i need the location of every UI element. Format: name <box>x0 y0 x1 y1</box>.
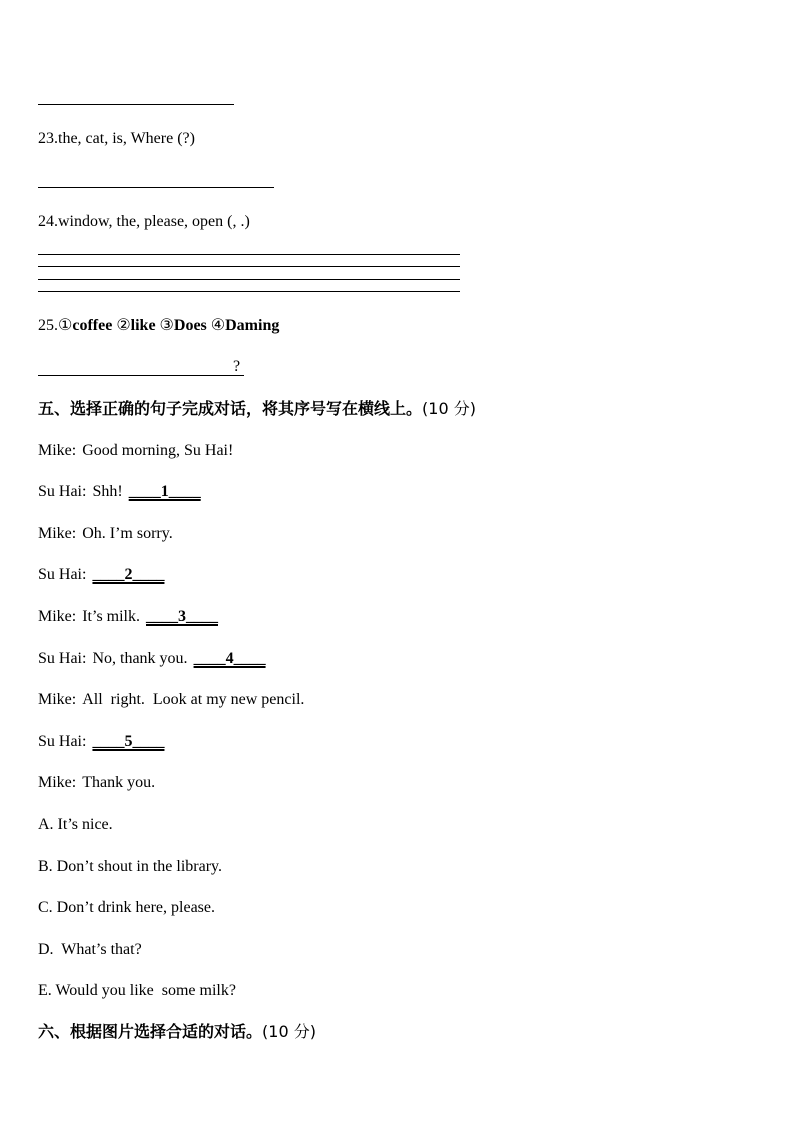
section-5-title <box>38 398 476 420</box>
dialogue-line-9 <box>38 773 155 793</box>
option-a: A. It’s nice. <box>38 816 113 833</box>
dialogue-line-4 <box>38 565 164 585</box>
answer-blank-4[interactable]: ____4____ <box>193 650 266 667</box>
word-2: like <box>130 317 156 334</box>
speaker: Mike: <box>38 525 77 542</box>
answer-line-24-4[interactable] <box>38 291 460 292</box>
section-6-title <box>38 1021 316 1043</box>
dialogue-line-2 <box>38 482 201 502</box>
dialogue-text: All right. Look at my new pencil. <box>82 691 305 708</box>
section-title-text: 五、选择正确的句子完成对话，将其序号写在横线上。 <box>38 399 423 418</box>
answer-blank-1[interactable]: ____1____ <box>128 483 201 500</box>
speaker: Mike: <box>38 691 77 708</box>
dialogue-line-3 <box>38 524 173 544</box>
speaker: Su Hai: <box>38 483 87 500</box>
word-3: Does <box>173 317 207 334</box>
dialogue-text: Thank you. <box>82 774 156 791</box>
dialogue-text: Good morning, Su Hai! <box>82 442 234 459</box>
answer-line-24-2[interactable] <box>38 266 460 267</box>
question-number: 23. <box>38 130 58 147</box>
option-e: E. Would you like some milk? <box>38 982 236 999</box>
question-words: window, the, please, open (, .) <box>58 213 250 230</box>
dialogue-line-7 <box>38 690 304 710</box>
section-points: (10 分) <box>262 1022 316 1041</box>
answer-blank-5[interactable]: ____5____ <box>92 733 165 750</box>
question-words: the, cat, is, Where (?) <box>58 130 195 147</box>
word-1: coffee <box>72 317 113 334</box>
section-title-text: 六、根据图片选择合适的对话。 <box>38 1022 263 1041</box>
answer-line-23[interactable] <box>38 187 274 188</box>
dialogue-text: Shh! <box>92 483 123 500</box>
answer-blank-2[interactable]: ____2____ <box>92 566 165 583</box>
speaker: Mike: <box>38 774 77 791</box>
dialogue-line-1 <box>38 441 233 461</box>
dialogue-text: It’s milk. <box>82 608 140 625</box>
circled-number-4: ④ <box>210 317 226 334</box>
question-mark: ? <box>233 358 241 375</box>
dialogue-line-8 <box>38 732 164 752</box>
option-d: D. What’s that? <box>38 941 142 958</box>
dialogue-line-5 <box>38 607 218 627</box>
speaker: Su Hai: <box>38 650 87 667</box>
question-number: 25. <box>38 317 58 334</box>
question-24 <box>38 212 250 232</box>
answer-line-25[interactable] <box>38 375 244 376</box>
speaker: Mike: <box>38 608 77 625</box>
dialogue-text: Oh. I’m sorry. <box>82 525 173 542</box>
speaker: Su Hai: <box>38 733 87 750</box>
answer-line-24-3[interactable] <box>38 279 460 280</box>
section-points: (10 分) <box>422 399 476 418</box>
dialogue-text: No, thank you. <box>92 650 188 667</box>
speaker: Mike: <box>38 442 77 459</box>
option-c: C. Don’t drink here, please. <box>38 899 215 916</box>
speaker: Su Hai: <box>38 566 87 583</box>
option-b: B. Don’t shout in the library. <box>38 858 222 875</box>
answer-line-24-1[interactable] <box>38 254 460 255</box>
circled-number-2: ② <box>116 317 131 334</box>
word-4: Daming <box>225 317 280 334</box>
dialogue-line-6 <box>38 649 266 669</box>
answer-line-22[interactable] <box>38 104 234 105</box>
circled-number-3: ③ <box>159 317 174 334</box>
circled-number-1: ① <box>58 317 73 334</box>
question-23 <box>38 129 195 149</box>
question-25 <box>38 316 279 336</box>
question-number: 24. <box>38 213 58 230</box>
answer-blank-3[interactable]: ____3____ <box>146 608 218 625</box>
